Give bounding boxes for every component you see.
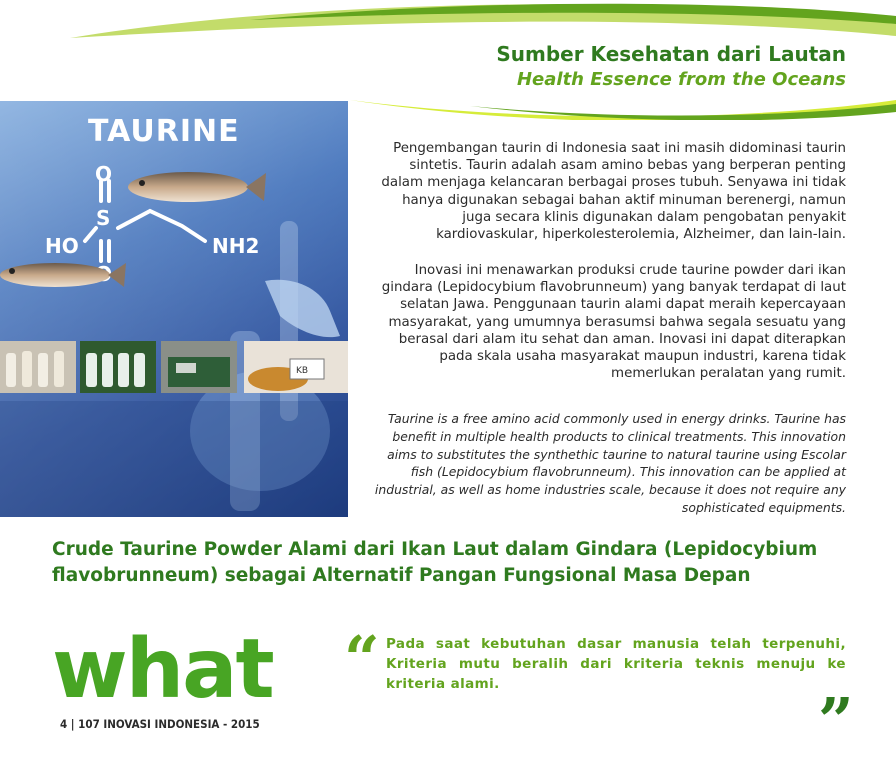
quote-close-icon: ” [818,684,854,757]
svg-text:TAURINE: TAURINE [88,114,240,149]
page-number-footer: 4 | 107 INOVASI INDONESIA - 2015 [60,717,260,731]
svg-text:KB: KB [296,366,309,376]
innovation-title: Crude Taurine Powder Alami dari Ikan Laut dalam Gindara (Lepidocybium flavobrunneum) sebagai Alternatif Pangan Fungsional Masa Depan [52,539,818,586]
what-logo: what [52,622,273,717]
svg-text:NH2: NH2 [212,234,260,258]
body-paragraph-english: Taurine is a free amino acid commonly used in energy drinks. Taurine has benefit in multiple health products to clinical treatments. This innovation aims to substitutes the synthethic taurine to natural taurine using Escolar fish (Lepidocybium flavobrunneum). This innovation can be applied at industrial, as well as home industries scale, because it does not require any sophisticated equipments. [374,411,846,515]
quote-open-icon: “ [344,622,380,695]
body-paragraph-1: Pengembangan taurin di Indonesia saat ini masih didominasi taurin sintetis. Taurin adalah asam amino bebas yang berperan penting dalam menjaga kelancaran berbagai proses tubuh. Senyawa ini tidak hanya digunakan sebagai bahan aktif minuman berenergi, namun juga secara klinis digunakan dalam pengobatan penyakit kardiovaskular, hiperkolesterolemia, Alzheimer, dan lain-lain. [381,141,846,243]
svg-text:O: O [95,162,113,186]
svg-text:S: S [96,206,111,230]
page-title: Sumber Kesehatan dari Lautan [496,42,846,66]
body-paragraph-2: Inovasi ini menawarkan produksi crude taurine powder dari ikan gindara (Lepidocybium flavobrunneum) yang banyak terdapat di laut selatan Jawa. Penggunaan taurin alami dapat meraih kepercayaan masyarakat, yang umumnya berasumsi bahwa segala sesuatu yang berasal dari alam itu sehat dan aman. Inovasi ini dapat diterapkan pada skala usaha masyarakat maupun industri, karena tidak memerlukan peralatan yang rumit. [381,263,846,382]
svg-text:HO: HO [45,234,79,258]
pull-quote: Pada saat kebutuhan dasar manusia telah terpenuhi, Kriteria mutu beralih dari kriteria teknis menuju ke kriteria alami. [386,636,846,692]
page-title-english: Health Essence from the Oceans [516,69,846,90]
taurine-collage-image [0,101,348,517]
process-photos-strip [0,341,348,393]
